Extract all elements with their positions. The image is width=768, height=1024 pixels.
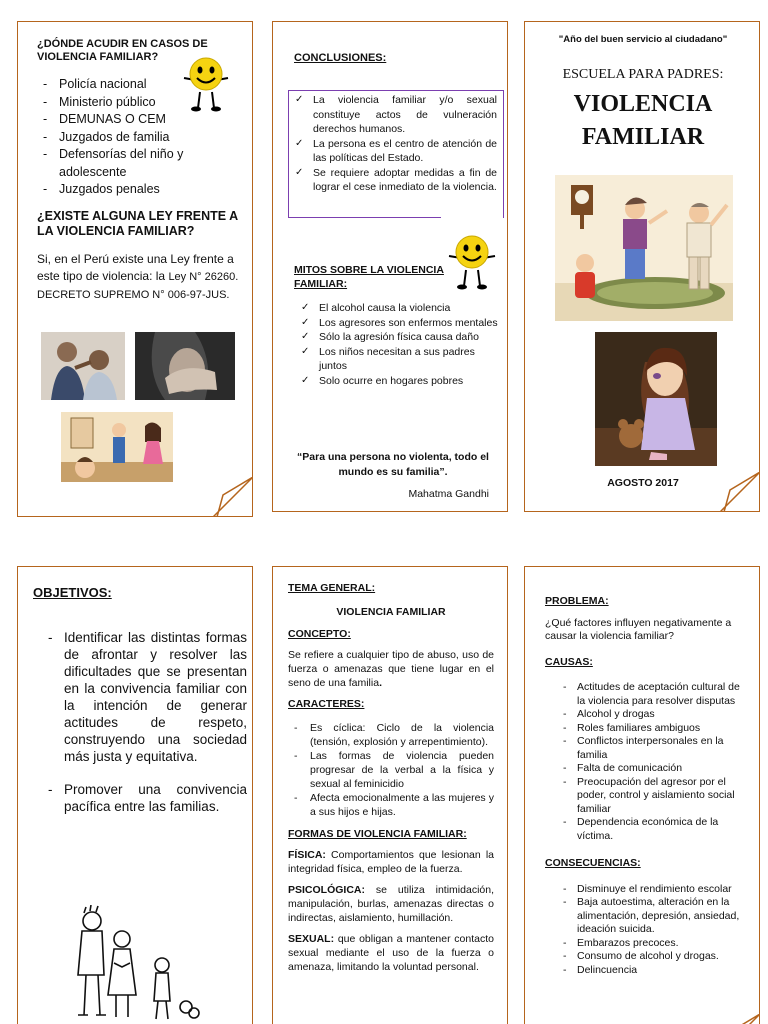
school-name: ESCUELA PARA PADRES:: [562, 67, 724, 82]
page-fold-corner: [213, 477, 253, 517]
list-item: ✓ Los niños necesitan a sus padres juntos: [299, 345, 499, 374]
list-item: - Disminuye el rendimiento escolar: [545, 883, 745, 897]
heading-myths: MITOS SOBRE LA VIOLENCIA FAMILIAR:: [294, 264, 444, 290]
problem-text: ¿Qué factores influyen negativamente a causar la violencia familiar?: [545, 616, 732, 642]
quote-text: “Para una persona no violenta, todo el mundo es su familia”.: [297, 451, 489, 478]
list-item: ✓ Solo ocurre en hogares pobres: [299, 374, 499, 389]
panel-conclusions: [272, 21, 508, 512]
list-item: - Afecta emocionalmente a las mujeres y a sus hijos e hijas.: [288, 791, 494, 819]
form-physical: FÍSICA: Comportamientos que lesionan la integridad física, empleo de la fuerza.: [288, 849, 494, 875]
photo-woman-covered-mouth: [135, 332, 235, 400]
heading-concept: CONCEPTO:: [288, 628, 351, 640]
panel-where-to-go: [17, 21, 253, 517]
traits-list: [288, 721, 494, 819]
illustration-family-sketch: [58, 905, 208, 1024]
heading-law: ¿EXISTE ALGUNA LEY FRENTE A LA VIOLENCIA FAMILIAR?: [37, 209, 238, 238]
panel-problem: [524, 566, 760, 1024]
concept-text: Se refiere a cualquier tipo de abuso, uso de fuerza o amenazas que tiene lugar en el seno de una familia.: [288, 649, 494, 689]
list-item: ✓ El alcohol causa la violencia: [299, 301, 499, 316]
page-fold-corner: [720, 1014, 760, 1024]
causes-list: [545, 681, 745, 843]
list-item: - Ministerio público: [37, 94, 252, 112]
consequences-list: [545, 883, 745, 978]
theme-title: VIOLENCIA FAMILIAR: [336, 606, 446, 618]
panel-cover: [524, 21, 760, 512]
objectives-list: [42, 629, 247, 831]
theme-content: [288, 581, 494, 981]
list-item: - Es cíclica: Ciclo de la violencia (tensión, explosión y arrepentimiento).: [288, 721, 494, 749]
list-item: - Alcohol y drogas: [545, 708, 745, 722]
list-item: - Conflictos interpersonales en la familia: [545, 735, 745, 762]
list-item: ✓ La persona es el centro de atención de las políticas del Estado.: [293, 137, 497, 166]
list-item: - Actitudes de aceptación cultural de la violencia para resolver disputas: [545, 681, 745, 708]
heading-consequences: CONSECUENCIAS:: [545, 857, 641, 869]
conclusions-box: [288, 90, 504, 218]
heading-objectives: OBJETIVOS:: [33, 585, 112, 600]
law-text: Si, en el Perú existe una Ley frente a este tipo de violencia: la Ley N° 26260. DECRETO SUPREMO N° 006-97-JUS.: [37, 252, 239, 301]
list-item: - Consumo de alcohol y drogas.: [545, 950, 745, 964]
heading-where-to-go: ¿DÓNDE ACUDIR EN CASOS DE VIOLENCIA FAMILIAR?: [37, 38, 208, 63]
list-item: - Policía nacional: [37, 76, 252, 94]
list-item: - Identificar las distintas formas de afrontar y resolver las dificultades que se presentan en la convivencia familiar con la intención de generar actitudes de respeto, construyendo una sociedad más justa y equitativa.: [42, 629, 247, 765]
date: AGOSTO 2017: [607, 477, 679, 489]
list-item: - Juzgados penales: [37, 181, 252, 199]
conclusions-list: [293, 93, 497, 195]
list-item: - Las formas de violencia pueden progresar de la verbal a la física y sexual al feminicidio: [288, 749, 494, 791]
quote-author: Mahatma Gandhi: [408, 488, 489, 500]
smiley-icon: [178, 54, 234, 112]
smiley-icon: [441, 212, 503, 300]
list-item: - Juzgados de familia: [37, 129, 252, 147]
heading-conclusions: CONCLUSIONES:: [294, 52, 387, 64]
panel-general-theme: [272, 566, 508, 1024]
page-fold-corner: [720, 472, 760, 512]
list-item: ✓ Sólo la agresión física causa daño: [299, 330, 499, 345]
illustration-parents-arguing: [555, 175, 733, 321]
myths-list: [299, 301, 499, 388]
list-item: - Embarazos precoces.: [545, 937, 745, 951]
list-item: - Falta de comunicación: [545, 762, 745, 776]
list-item: ✓ La violencia familiar y/o sexual constituye actos de vulneración derechos humanos.: [293, 93, 497, 137]
heading-theme: TEMA GENERAL:: [288, 582, 376, 594]
problem-content: [545, 595, 745, 991]
illustration-family-fight: [61, 412, 173, 482]
cover-title: VIOLENCIA FAMILIAR: [573, 91, 713, 150]
panel-objectives: [17, 566, 253, 1024]
heading-problem: PROBLEMA:: [545, 595, 609, 607]
photo-couple-arguing: [41, 332, 125, 400]
heading-traits: CARACTERES:: [288, 698, 365, 710]
list-item: - Promover una convivencia pacífica entre las familias.: [42, 781, 247, 815]
list-item: - Defensorías del niño y adolescente: [37, 146, 252, 181]
list-item: - Baja autoestima, alteración en la alimentación, depresión, ansiedad, ideación suicida.: [545, 896, 745, 937]
list-item: - Preocupación del agresor por el poder, control y aislamiento social familiar: [545, 776, 745, 817]
form-sexual: SEXUAL: que obligan a mantener contacto sexual mediante el uso de la fuerza o amenaza, limitando la voluntad personal.: [288, 933, 494, 973]
list-item: - DEMUNAS O CEM: [37, 111, 252, 129]
heading-forms: FORMAS DE VIOLENCIA FAMILIAR:: [288, 828, 467, 840]
list-item: ✓ Se requiere adoptar medidas a fin de lograr el cese inmediato de la violencia.: [293, 166, 497, 195]
list-item: - Dependencia económica de la víctima.: [545, 816, 745, 843]
motto: "Año del buen servicio al ciudadano": [558, 34, 728, 45]
list-item: - Roles familiares ambiguos: [545, 722, 745, 736]
form-psychological: PSICOLÓGICA: se utiliza intimidación, manipulación, burlas, amenazas directas o indirectas, aislamiento, humillación.: [288, 884, 494, 924]
list-item: ✓ Los agresores son enfermos mentales: [299, 316, 499, 331]
illustration-sad-child: [595, 332, 717, 466]
heading-causes: CAUSAS:: [545, 655, 593, 668]
list-item: - Delincuencia: [545, 964, 745, 978]
